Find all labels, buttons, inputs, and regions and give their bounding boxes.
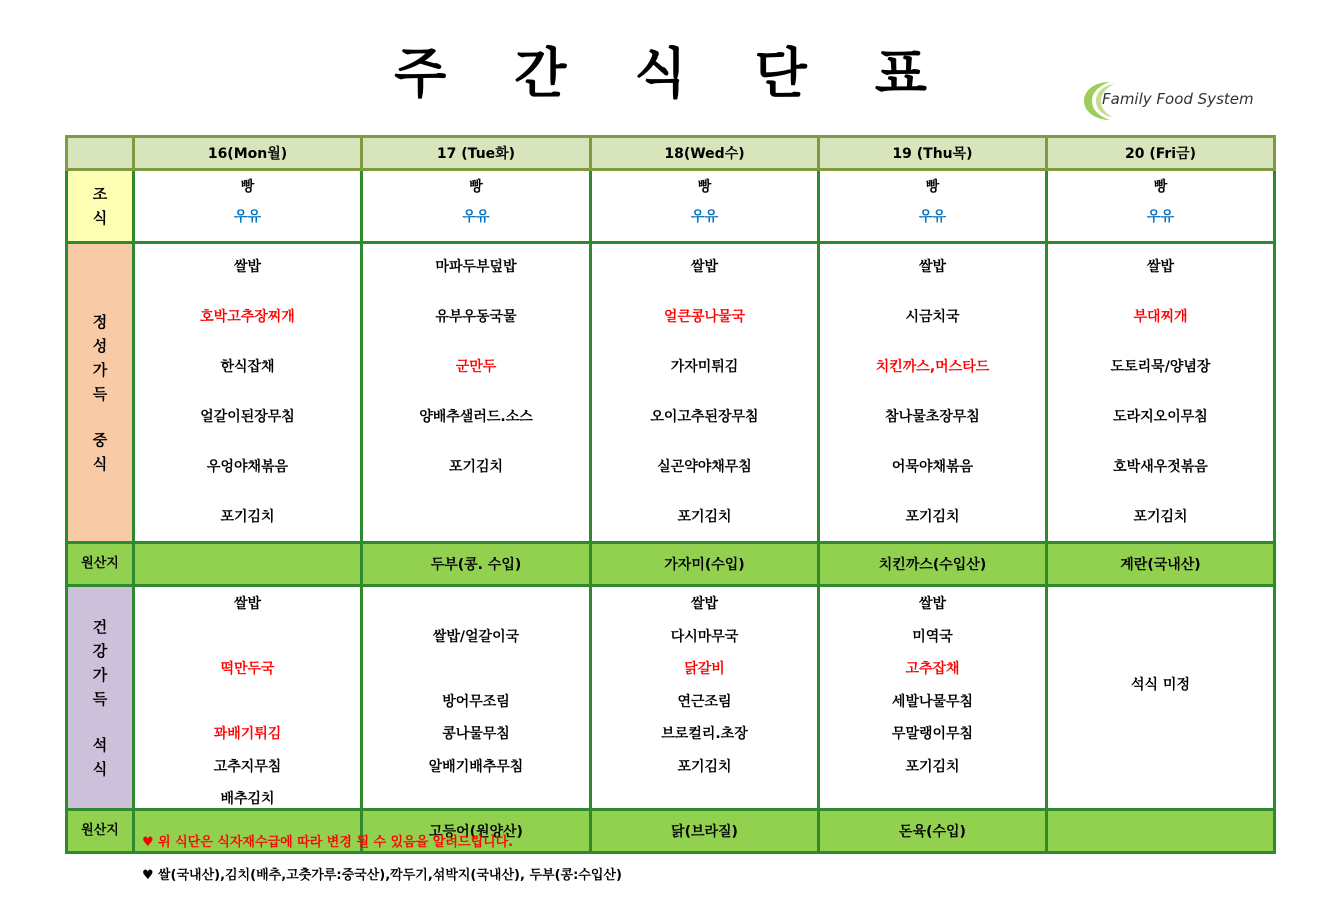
menu-item: 우유 <box>462 209 490 225</box>
footnote-text: 위 식단은 식자재수급에 따라 변경 될 수 있음을 알려드립니다. <box>158 835 514 850</box>
title-char: 단 <box>754 42 807 105</box>
breakfast-cell <box>1047 170 1275 243</box>
origin-cell: 가자미(수입) <box>591 543 819 586</box>
label-char: 득 <box>92 384 108 403</box>
breakfast-label <box>67 170 134 243</box>
menu-item: 쌀밥 <box>690 259 719 275</box>
menu-item: 우유 <box>1146 209 1175 225</box>
menu-item: 쌀밥 <box>233 259 262 275</box>
lunch-row <box>67 243 1275 543</box>
day-header: 18(Wed수) <box>591 137 819 170</box>
label-char: 중 <box>92 430 108 449</box>
origin-cell: 치킨까스(수입산) <box>819 543 1047 586</box>
menu-item: 부대찌개 <box>1133 309 1188 325</box>
menu-item: 빵 <box>240 179 255 195</box>
menu-item: 도라지오이무침 <box>1113 409 1208 425</box>
menu-item: 알배기배추무침 <box>428 758 524 775</box>
menu-item: 빵 <box>925 179 940 195</box>
menu-item: 양배추샐러드.소스 <box>419 409 533 425</box>
footnote <box>142 867 622 884</box>
label-char: 조 <box>92 185 108 203</box>
menu-item: 쌀밥 <box>690 596 719 612</box>
label-char: 식 <box>92 454 108 473</box>
menu-item: 미역국 <box>912 628 953 645</box>
origin-cell: 닭(브라질) <box>591 810 819 853</box>
menu-item: 어묵야채볶음 <box>891 459 974 475</box>
family-food-system-logo <box>1080 76 1280 126</box>
menu-item: 우엉야채볶음 <box>206 459 289 475</box>
menu-item: 도토리묵/양념장 <box>1110 359 1211 375</box>
lunch-cell <box>819 243 1047 543</box>
label-char: 강 <box>92 641 108 660</box>
dinner-cell <box>591 586 819 810</box>
origin-label: 원산지 <box>67 810 134 853</box>
menu-item: 석식 미정 <box>1131 676 1190 693</box>
label-char: 득 <box>92 689 108 708</box>
menu-item: 콩나물무침 <box>442 726 510 742</box>
header-corner <box>67 137 134 170</box>
breakfast-cell <box>819 170 1047 243</box>
dinner-row <box>67 586 1275 810</box>
menu-item: 빵 <box>1153 179 1168 195</box>
origin-cell: 고등어(원양산) <box>362 810 591 853</box>
menu-item: 시금치국 <box>905 309 960 325</box>
footnote <box>142 834 622 851</box>
lunch-origin-row <box>67 543 1275 586</box>
menu-item: 호박고추장찌개 <box>200 309 295 325</box>
menu-item: 포기김치 <box>677 758 732 775</box>
menu-item: 떡만두국 <box>220 661 275 677</box>
title-char: 주 <box>394 42 447 105</box>
dinner-cell <box>134 586 362 810</box>
day-header: 20 (Fri금) <box>1047 137 1275 170</box>
menu-item: 포기김치 <box>1133 509 1188 525</box>
day-header: 16(Mon월) <box>134 137 362 170</box>
menu-item: 브로컬리.초장 <box>661 726 748 742</box>
menu-item: 고추잡채 <box>905 661 960 677</box>
label-char: 석 <box>92 735 108 754</box>
dinner-cell <box>362 586 591 810</box>
dinner-cell <box>819 586 1047 810</box>
footnotes <box>142 834 622 900</box>
label-char: 성 <box>92 336 108 355</box>
title-char: 간 <box>514 42 567 105</box>
origin-label: 원산지 <box>67 543 134 586</box>
menu-item: 우유 <box>918 209 947 225</box>
menu-item: 쌀밥 <box>918 259 947 275</box>
menu-item: 배추김치 <box>220 791 275 807</box>
menu-item: 오이고추된장무침 <box>650 409 759 425</box>
lunch-label <box>67 243 134 543</box>
menu-item: 우유 <box>690 209 719 225</box>
footnote-text: 쌀(국내산),김치(배추,고춧가루:중국산),깍두기,섞박지(국내산), 두부(콩:수입산) <box>158 868 622 883</box>
heart-icon: ♥ <box>142 835 154 850</box>
menu-item: 군만두 <box>455 359 497 375</box>
menu-item: 포기김치 <box>220 509 275 525</box>
title-char: 식 <box>634 42 687 105</box>
menu-item: 쌀밥 <box>918 596 947 612</box>
menu-item: 쌀밥 <box>1146 259 1175 275</box>
breakfast-cell <box>591 170 819 243</box>
menu-item: 세발나물무침 <box>891 693 974 710</box>
menu-item: 참나물초장무침 <box>885 409 980 425</box>
menu-item: 고추지무침 <box>213 758 282 775</box>
day-header: 17 (Tue화) <box>362 137 591 170</box>
menu-item: 호박새우젓볶음 <box>1113 459 1208 475</box>
menu-item: 빵 <box>469 179 483 195</box>
label-char: 가 <box>92 360 108 379</box>
breakfast-cell <box>134 170 362 243</box>
dinner-label <box>67 586 134 810</box>
logo-text: Family Food System <box>1102 90 1254 108</box>
menu-item: 얼갈이된장무침 <box>200 409 295 425</box>
label-char: 건 <box>92 617 108 636</box>
menu-item: 유부우동국물 <box>435 309 517 325</box>
menu-item: 한식잡채 <box>220 359 275 375</box>
menu-item: 방어무조림 <box>442 693 510 710</box>
lunch-cell <box>134 243 362 543</box>
breakfast-cell <box>362 170 591 243</box>
menu-item: 꽈배기튀김 <box>213 726 282 742</box>
lunch-cell <box>591 243 819 543</box>
menu-item: 쌀밥 <box>233 596 262 612</box>
menu-item: 얼큰콩나물국 <box>663 309 746 325</box>
label-char: 정 <box>92 312 108 331</box>
origin-cell: 계란(국내산) <box>1047 543 1275 586</box>
label-char: 가 <box>92 665 108 684</box>
lunch-cell <box>1047 243 1275 543</box>
menu-item: 가자미튀김 <box>670 359 739 375</box>
menu-item: 실곤약야채무침 <box>657 459 752 475</box>
menu-item: 포기김치 <box>677 509 732 525</box>
menu-item: 포기김치 <box>905 758 960 775</box>
menu-item: 마파두부덮밥 <box>435 259 517 275</box>
header-row <box>67 137 1275 170</box>
menu-item: 빵 <box>697 179 712 195</box>
origin-cell: 돈육(수입) <box>819 810 1047 853</box>
menu-item: 우유 <box>233 209 262 225</box>
menu-item: 치킨까스,머스타드 <box>875 359 990 375</box>
dinner-cell <box>1047 586 1275 810</box>
origin-cell: 두부(콩. 수입) <box>362 543 591 586</box>
label-char: 식 <box>92 209 108 227</box>
menu-item: 다시마무국 <box>670 628 739 645</box>
lunch-cell <box>362 243 591 543</box>
title-char: 표 <box>874 42 927 105</box>
weekly-menu-table <box>65 135 1276 854</box>
menu-item: 포기김치 <box>905 509 960 525</box>
breakfast-row <box>67 170 1275 243</box>
menu-item: 포기김치 <box>448 459 504 475</box>
menu-item: 닭갈비 <box>684 661 725 677</box>
heart-icon: ♥ <box>142 868 154 883</box>
origin-cell <box>134 543 362 586</box>
origin-cell <box>1047 810 1275 853</box>
menu-item: 무말랭이무침 <box>891 726 974 742</box>
menu-item: 쌀밥/얼갈이국 <box>432 628 520 645</box>
label-char: 식 <box>92 759 108 778</box>
day-header: 19 (Thu목) <box>819 137 1047 170</box>
menu-item: 연근조림 <box>677 693 732 710</box>
